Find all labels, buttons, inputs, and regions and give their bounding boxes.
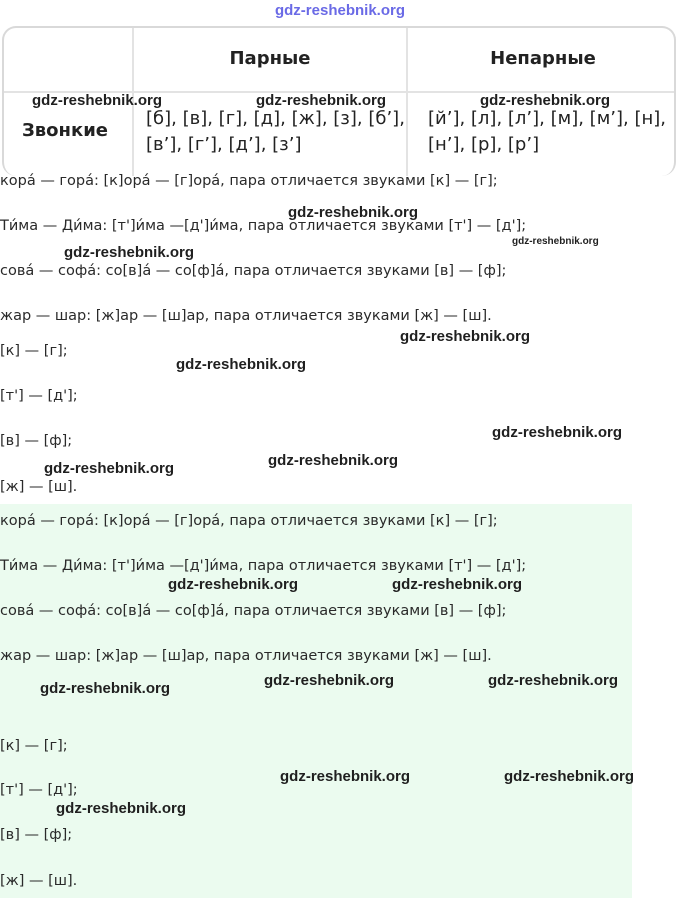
text-line: жар — шар: [ж]ар — [ш]ар, пара отличается звуками [ж] — [ш]. — [0, 648, 492, 664]
text-line: сова́ — софа́: со[в]а́ — со[ф]а́, пара отличается звуками [в] — [ф]; — [0, 263, 507, 279]
watermark: gdz-reshebnik.org — [512, 236, 599, 247]
cell-line: [в’], [г’], [д’], [з’] — [146, 134, 302, 155]
watermark: gdz-reshebnik.org — [64, 244, 195, 261]
row-header-voiced: Звонкие — [22, 120, 109, 141]
watermark: gdz-reshebnik.org — [280, 768, 411, 785]
watermark: gdz-reshebnik.org — [168, 576, 299, 593]
cell-line: [н’], [р], [р’] — [428, 134, 540, 155]
text-line: Ти́ма — Ди́ма: [т']и́ма —[д']и́ма, пара отличается звуками [т'] — [д']; — [0, 218, 527, 234]
watermark: gdz-reshebnik.org — [56, 800, 187, 817]
watermark: gdz-reshebnik.org — [492, 424, 623, 441]
watermark: gdz-reshebnik.org — [32, 92, 163, 109]
text-line: [ж] — [ш]. — [0, 479, 78, 495]
voiced-paired-cell — [146, 106, 405, 158]
watermark: gdz-reshebnik.org — [40, 680, 171, 697]
watermark: gdz-reshebnik.org — [400, 328, 531, 345]
watermark: gdz-reshebnik.org — [392, 576, 523, 593]
cell-line: [б], [в], [г], [д], [ж], [з], [б’], — [146, 108, 405, 129]
text-line: [в] — [ф]; — [0, 827, 73, 843]
text-line: кора́ — гора́: [к]ора́ — [г]ора́, пара отличается звуками [к] — [г]; — [0, 173, 498, 189]
text-line: Ти́ма — Ди́ма: [т']и́ма —[д']и́ма, пара отличается звуками [т'] — [д']; — [0, 558, 527, 574]
watermark: gdz-reshebnik.org — [268, 452, 399, 469]
column-header-unpaired: Непарные — [490, 48, 596, 69]
watermark: gdz-reshebnik.org — [176, 356, 307, 373]
text-line: [т'] — [д']; — [0, 388, 78, 404]
watermark: gdz-reshebnik.org — [44, 460, 175, 477]
column-header-paired: Парные — [229, 48, 311, 69]
watermark: gdz-reshebnik.org — [264, 672, 395, 689]
text-line: [к] — [г]; — [0, 343, 68, 359]
cell-line: [й’], [л], [л’], [м], [м’], [н], — [428, 108, 667, 129]
watermark: gdz-reshebnik.org — [504, 768, 635, 785]
watermark: gdz-reshebnik.org — [480, 92, 611, 109]
watermark: gdz-reshebnik.org — [288, 204, 419, 221]
text-line: [в] — [ф]; — [0, 433, 73, 449]
voiced-unpaired-cell — [428, 106, 666, 158]
text-line: жар — шар: [ж]ар — [ш]ар, пара отличается звуками [ж] — [ш]. — [0, 308, 492, 324]
text-line: кора́ — гора́: [к]ора́ — [г]ора́, пара отличается звуками [к] — [г]; — [0, 513, 498, 529]
text-line: [ж] — [ш]. — [0, 873, 78, 889]
text-line: сова́ — софа́: со[в]а́ — со[ф]а́, пара отличается звуками [в] — [ф]; — [0, 603, 507, 619]
watermark: gdz-reshebnik.org — [488, 672, 619, 689]
watermark: gdz-reshebnik.org — [256, 92, 387, 109]
text-line: [к] — [г]; — [0, 738, 68, 754]
text-line: [т'] — [д']; — [0, 782, 78, 798]
site-watermark-top: gdz-reshebnik.org — [274, 2, 405, 19]
